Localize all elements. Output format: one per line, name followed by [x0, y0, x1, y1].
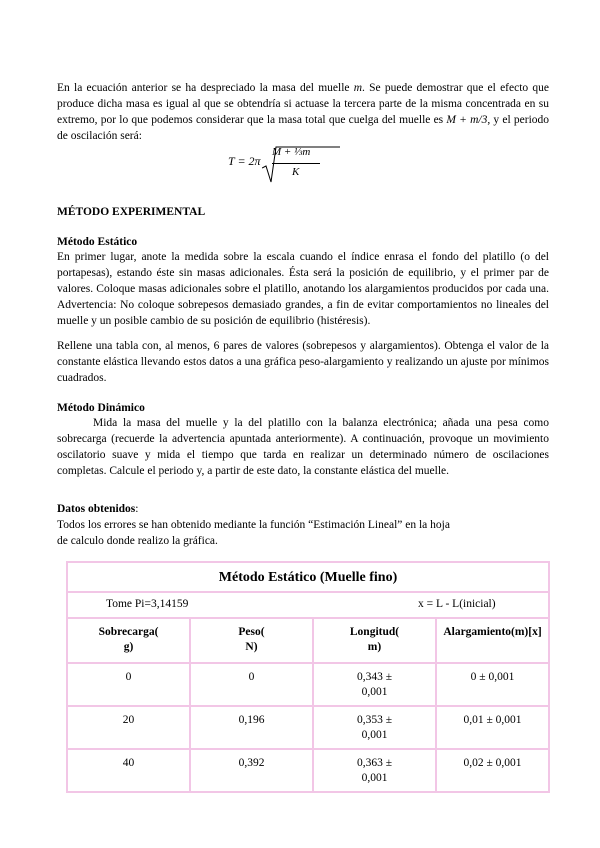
formula-numerator: M + ⅓m [272, 146, 311, 158]
table-row [67, 706, 549, 749]
table-cell: 0,392 [190, 749, 313, 792]
table-cell: 40 [67, 749, 190, 792]
header-sobrecarga [67, 618, 190, 663]
section-heading-metodo: MÉTODO EXPERIMENTAL [57, 206, 206, 218]
table-info-row [67, 592, 549, 618]
table-cell-text: 0,363 ± 0,001 [356, 757, 393, 784]
header-sobrecarga-label: Sobrecarga( g) [98, 626, 159, 653]
period-formula [228, 142, 338, 186]
table-cell [313, 706, 436, 749]
formula-denominator: K [292, 166, 300, 178]
estatico-paragraph-1: En primer lugar, anote la medida sobre la escala cuando el índice enrasa el fondo del platillo (o del portapesas), estando éste sin masas adicionales. Ésta será la posición de equilibrio, y el primer par de valores. Coloque masas adicionales sobre el platillo, anotando los alargamientos producidos por cada una. Advertencia: No coloque sobrepesos demasiado grandes, a fin de evitar comportamientos no lineales del muelle y un posible cambio de su posición de equilibrio (histéresis). [57, 251, 549, 327]
header-peso [190, 618, 313, 663]
pi-note: Tome Pi=3,14159 [106, 598, 189, 610]
header-longitud-label: Longitud( m) [349, 626, 400, 653]
formula-lhs: T = 2π [228, 154, 261, 168]
table-cell: 0,01 ± 0,001 [436, 706, 549, 749]
heading-estatico: Método Estático [57, 236, 138, 248]
table-cell: 0 ± 0,001 [436, 663, 549, 706]
fraction-bar [272, 163, 320, 164]
datos-line-1: Todos los errores se han obtenido mediante la función “Estimación Lineal” en la hoja [57, 519, 450, 531]
table-cell [313, 749, 436, 792]
header-longitud [313, 618, 436, 663]
table-cell: 0 [190, 663, 313, 706]
datos-heading-line: Datos obtenidos: [57, 503, 139, 515]
datos-line-2: de calculo donde realizo la gráfica. [57, 535, 218, 547]
table-cell: 20 [67, 706, 190, 749]
data-table [66, 561, 550, 793]
table-cell: 0 [67, 663, 190, 706]
heading-dinamico: Método Dinámico [57, 402, 145, 414]
table-title: Método Estático (Muelle fino) [67, 562, 549, 592]
table-cell: 0,02 ± 0,001 [436, 749, 549, 792]
x-note: x = L - L(inicial) [418, 598, 496, 610]
table-row [67, 749, 549, 792]
dinamico-paragraph: Mida la masa del muelle y la del platillo con la balanza electrónica; añada una pesa como sobrecarga (recuerde la advertencia apuntada anteriormente). A continuación, provoque un movimiento oscilatorio suave y mida el tiempo que tarda en realizar un determinado número de oscilaciones completas. Calcule el periodo y, a partir de este dato, la constante elástica del muelle. [57, 417, 549, 477]
header-peso-label: Peso( N) [238, 626, 265, 653]
table-cell [313, 663, 436, 706]
intro-paragraph: En la ecuación anterior se ha despreciado la masa del muelle m. Se puede demostrar que el efecto que produce dicha masa es igual al que se obtendría si actuase la tercera parte de la misma concentrada en su extremo, por lo que podemos considerar que la masa total que cuelga del muelle es M + m/3, y el periodo de oscilación será: [57, 82, 550, 142]
table-cell: 0,196 [190, 706, 313, 749]
header-alargamiento-label: Alargamiento(m)[x] [443, 626, 542, 638]
table-header-row [67, 618, 549, 663]
table-row [67, 663, 549, 706]
estatico-paragraph-2: Rellene una tabla con, al menos, 6 pares de valores (sobrepesos y alargamientos). Obtenga el valor de la constante elástica llevando estos datos a una gráfica peso-alargamiento y realizando un ajuste por mínimos cuadrados. [57, 340, 549, 384]
table-cell-text: 0,343 ± 0,001 [356, 671, 393, 698]
header-alargamiento [436, 618, 549, 663]
table-cell-text: 0,353 ± 0,001 [356, 714, 393, 741]
